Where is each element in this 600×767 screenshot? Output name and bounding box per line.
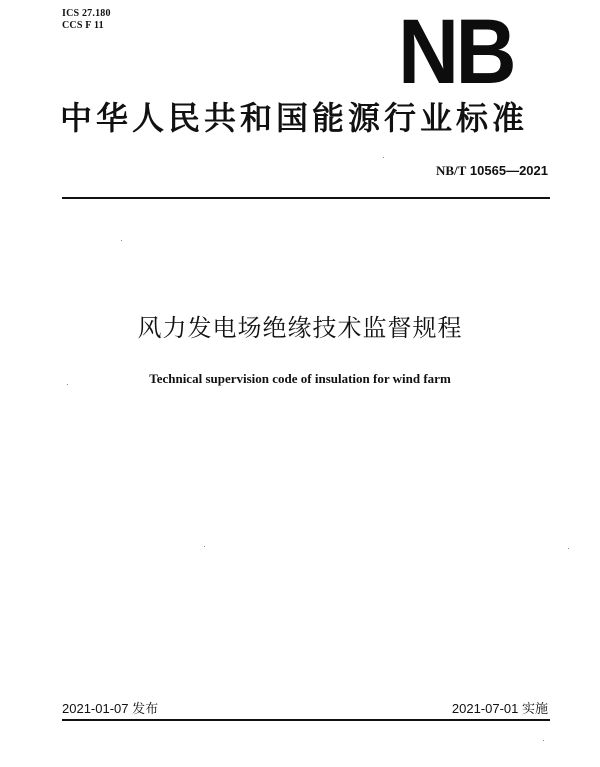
title-english: Technical supervision code of insulation for wind farm: [149, 371, 451, 386]
scan-speck: [204, 546, 205, 547]
standard-prefix: NB/T: [435, 163, 467, 178]
bottom-divider: [62, 719, 550, 721]
implementation-date: 2021-07-01 实施: [451, 701, 548, 716]
issuing-authority: 中华人民共和国能源行业标准: [60, 99, 529, 137]
scan-speck: [121, 240, 122, 241]
scan-speck: [568, 548, 569, 549]
nb-logo: NB: [398, 1, 513, 103]
ics-code: ICS 27.180: [62, 8, 111, 19]
scan-speck: [543, 740, 544, 741]
classification-codes: [62, 8, 111, 32]
scan-speck: [383, 157, 384, 158]
ccs-code: CCS F 11: [62, 20, 104, 31]
standard-number: [436, 163, 548, 179]
top-divider: [62, 197, 550, 199]
issue-date: 2021-01-07 发布: [62, 701, 159, 716]
standard-code: 10565—2021: [469, 163, 548, 178]
title-chinese: 风力发电场绝缘技术监督规程: [137, 314, 463, 342]
scan-speck: [67, 384, 68, 385]
